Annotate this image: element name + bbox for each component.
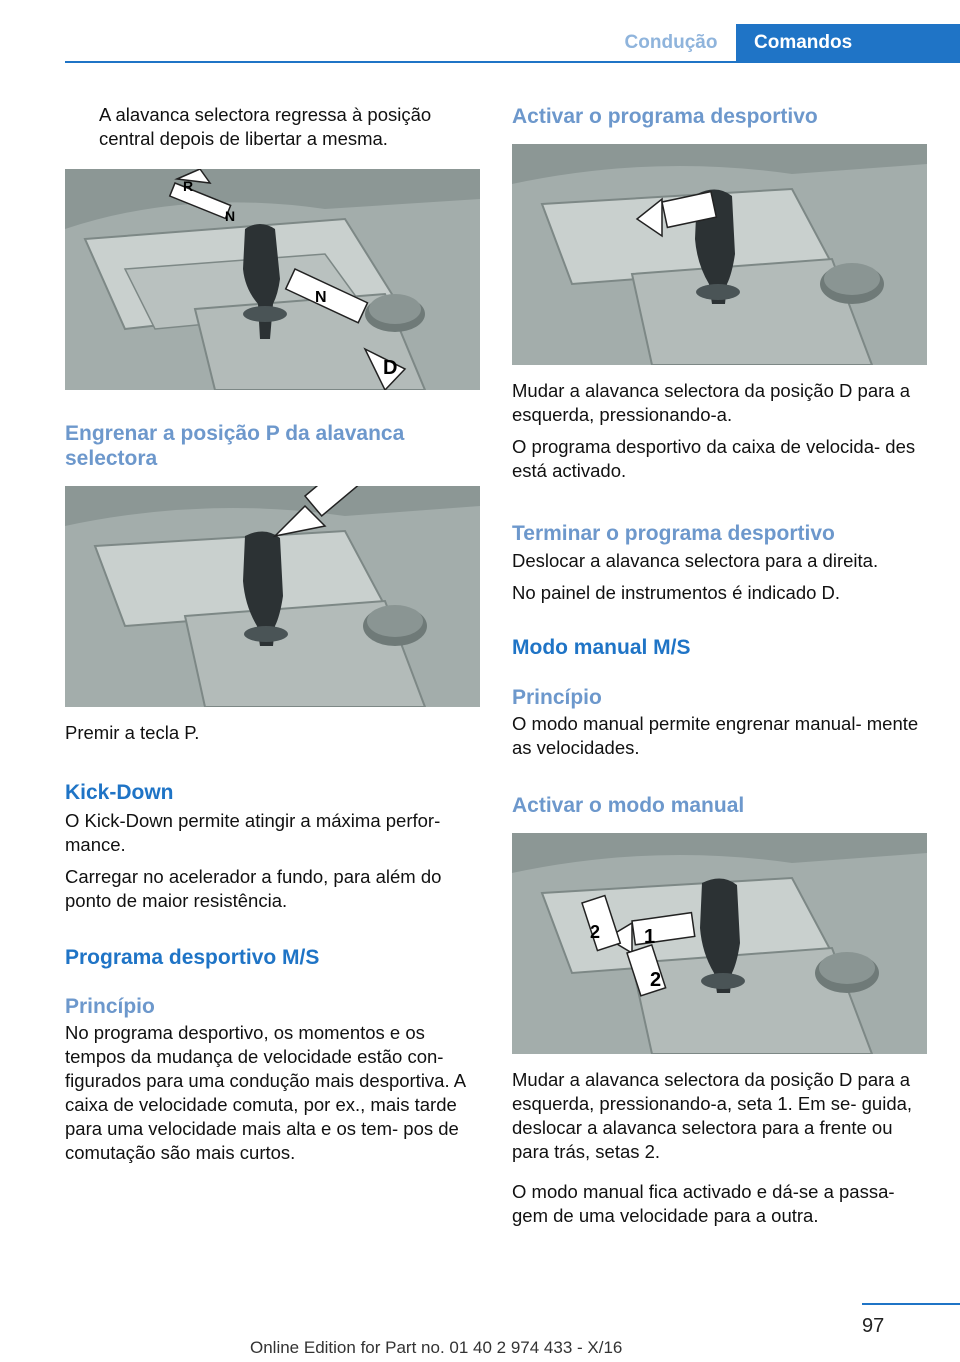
text-activate-sport-2: O programa desportivo da caixa de velocida- des está activado. <box>512 436 916 481</box>
section-manual-mode <box>512 635 928 760</box>
section-activate-sport-text <box>512 379 928 483</box>
section-engage-p <box>65 421 481 471</box>
text-kickdown-2: Carregar no acelerador a fundo, para além do ponto de maior resistência. <box>65 866 442 911</box>
fig1-label-n1: N <box>225 208 236 224</box>
heading-principle-sport: Princípio <box>65 995 155 1018</box>
text-activate-manual-1: Mudar a alavanca selectora da posição D para a esquerda, pressionando-a, seta 1. Em se- guida, deslocar a alavanca selectora para a frente ou para trás, setas 2. <box>512 1069 913 1162</box>
heading-activate-manual: Activar o modo manual <box>512 794 745 817</box>
text-sport-principle: No programa desportivo, os momentos e os tempos da mudança de velocidade estão con- figurados para uma condução mais desportiva. A caixa de velocidade comuta, por ex., mais tarde para uma velocidade mais alta e os tem- pos de comutação são mais curtos. <box>65 1022 466 1163</box>
text-end-sport-1: Deslocar a alavanca selectora para a direita. <box>512 550 879 571</box>
left-intro <box>65 103 481 151</box>
header-section-tab[interactable]: Condução <box>624 32 718 53</box>
heading-kickdown: Kick-Down <box>65 781 174 804</box>
heading-sport-program: Programa desportivo M/S <box>65 946 320 969</box>
figure-selector-lever-positions <box>65 169 480 390</box>
section-activate-manual <box>512 793 928 818</box>
text-press-p: Premir a tecla P. <box>65 722 200 743</box>
section-press-p <box>65 721 481 745</box>
heading-manual-mode: Modo manual M/S <box>512 636 691 659</box>
fig1-label-n2: N <box>315 289 327 306</box>
fig1-label-d: D <box>383 357 398 379</box>
section-activate-manual-text <box>512 1068 928 1228</box>
section-activate-sport <box>512 104 928 129</box>
intro-text: A alavanca selectora regressa à posição central depois de libertar a mesma. <box>99 104 432 149</box>
fig4-label-2b: 2 <box>650 969 662 991</box>
text-activate-sport-1: Mudar a alavanca selectora da posição D para a esquerda, pressionando-a. <box>512 380 910 425</box>
figure-p-button <box>65 486 480 707</box>
text-manual-principle: O modo manual permite engrenar manual- mente as velocidades. <box>512 713 919 758</box>
text-end-sport-2: No painel de instrumentos é indicado D. <box>512 582 841 603</box>
figure-activate-manual <box>512 833 927 1054</box>
header-rule <box>65 61 960 63</box>
section-sport-program <box>65 945 481 1165</box>
fig4-label-2a: 2 <box>590 922 601 942</box>
heading-principle-manual: Princípio <box>512 686 602 709</box>
section-kickdown <box>65 780 481 913</box>
section-end-sport <box>512 521 928 605</box>
page-number: 97 <box>862 1315 885 1337</box>
fig4-label-1: 1 <box>644 926 656 948</box>
text-kickdown-1: O Kick-Down permite atingir a máxima perfor- mance. <box>65 810 441 855</box>
text-activate-manual-2: O modo manual fica activado e dá-se a passa- gem de uma velocidade para a outra. <box>512 1181 895 1226</box>
footer-rule <box>862 1303 960 1305</box>
figure-activate-sport <box>512 144 927 365</box>
header-chapter-tab[interactable]: Comandos <box>736 24 960 62</box>
heading-engage-p: Engrenar a posição P da alavanca selectora <box>65 422 405 470</box>
heading-activate-sport: Activar o programa desportivo <box>512 105 818 128</box>
footer-edition: Online Edition for Part no. 01 40 2 974 433 - X/16 <box>250 1338 623 1357</box>
heading-end-sport: Terminar o programa desportivo <box>512 522 835 545</box>
fig1-label-r: R <box>183 178 194 194</box>
